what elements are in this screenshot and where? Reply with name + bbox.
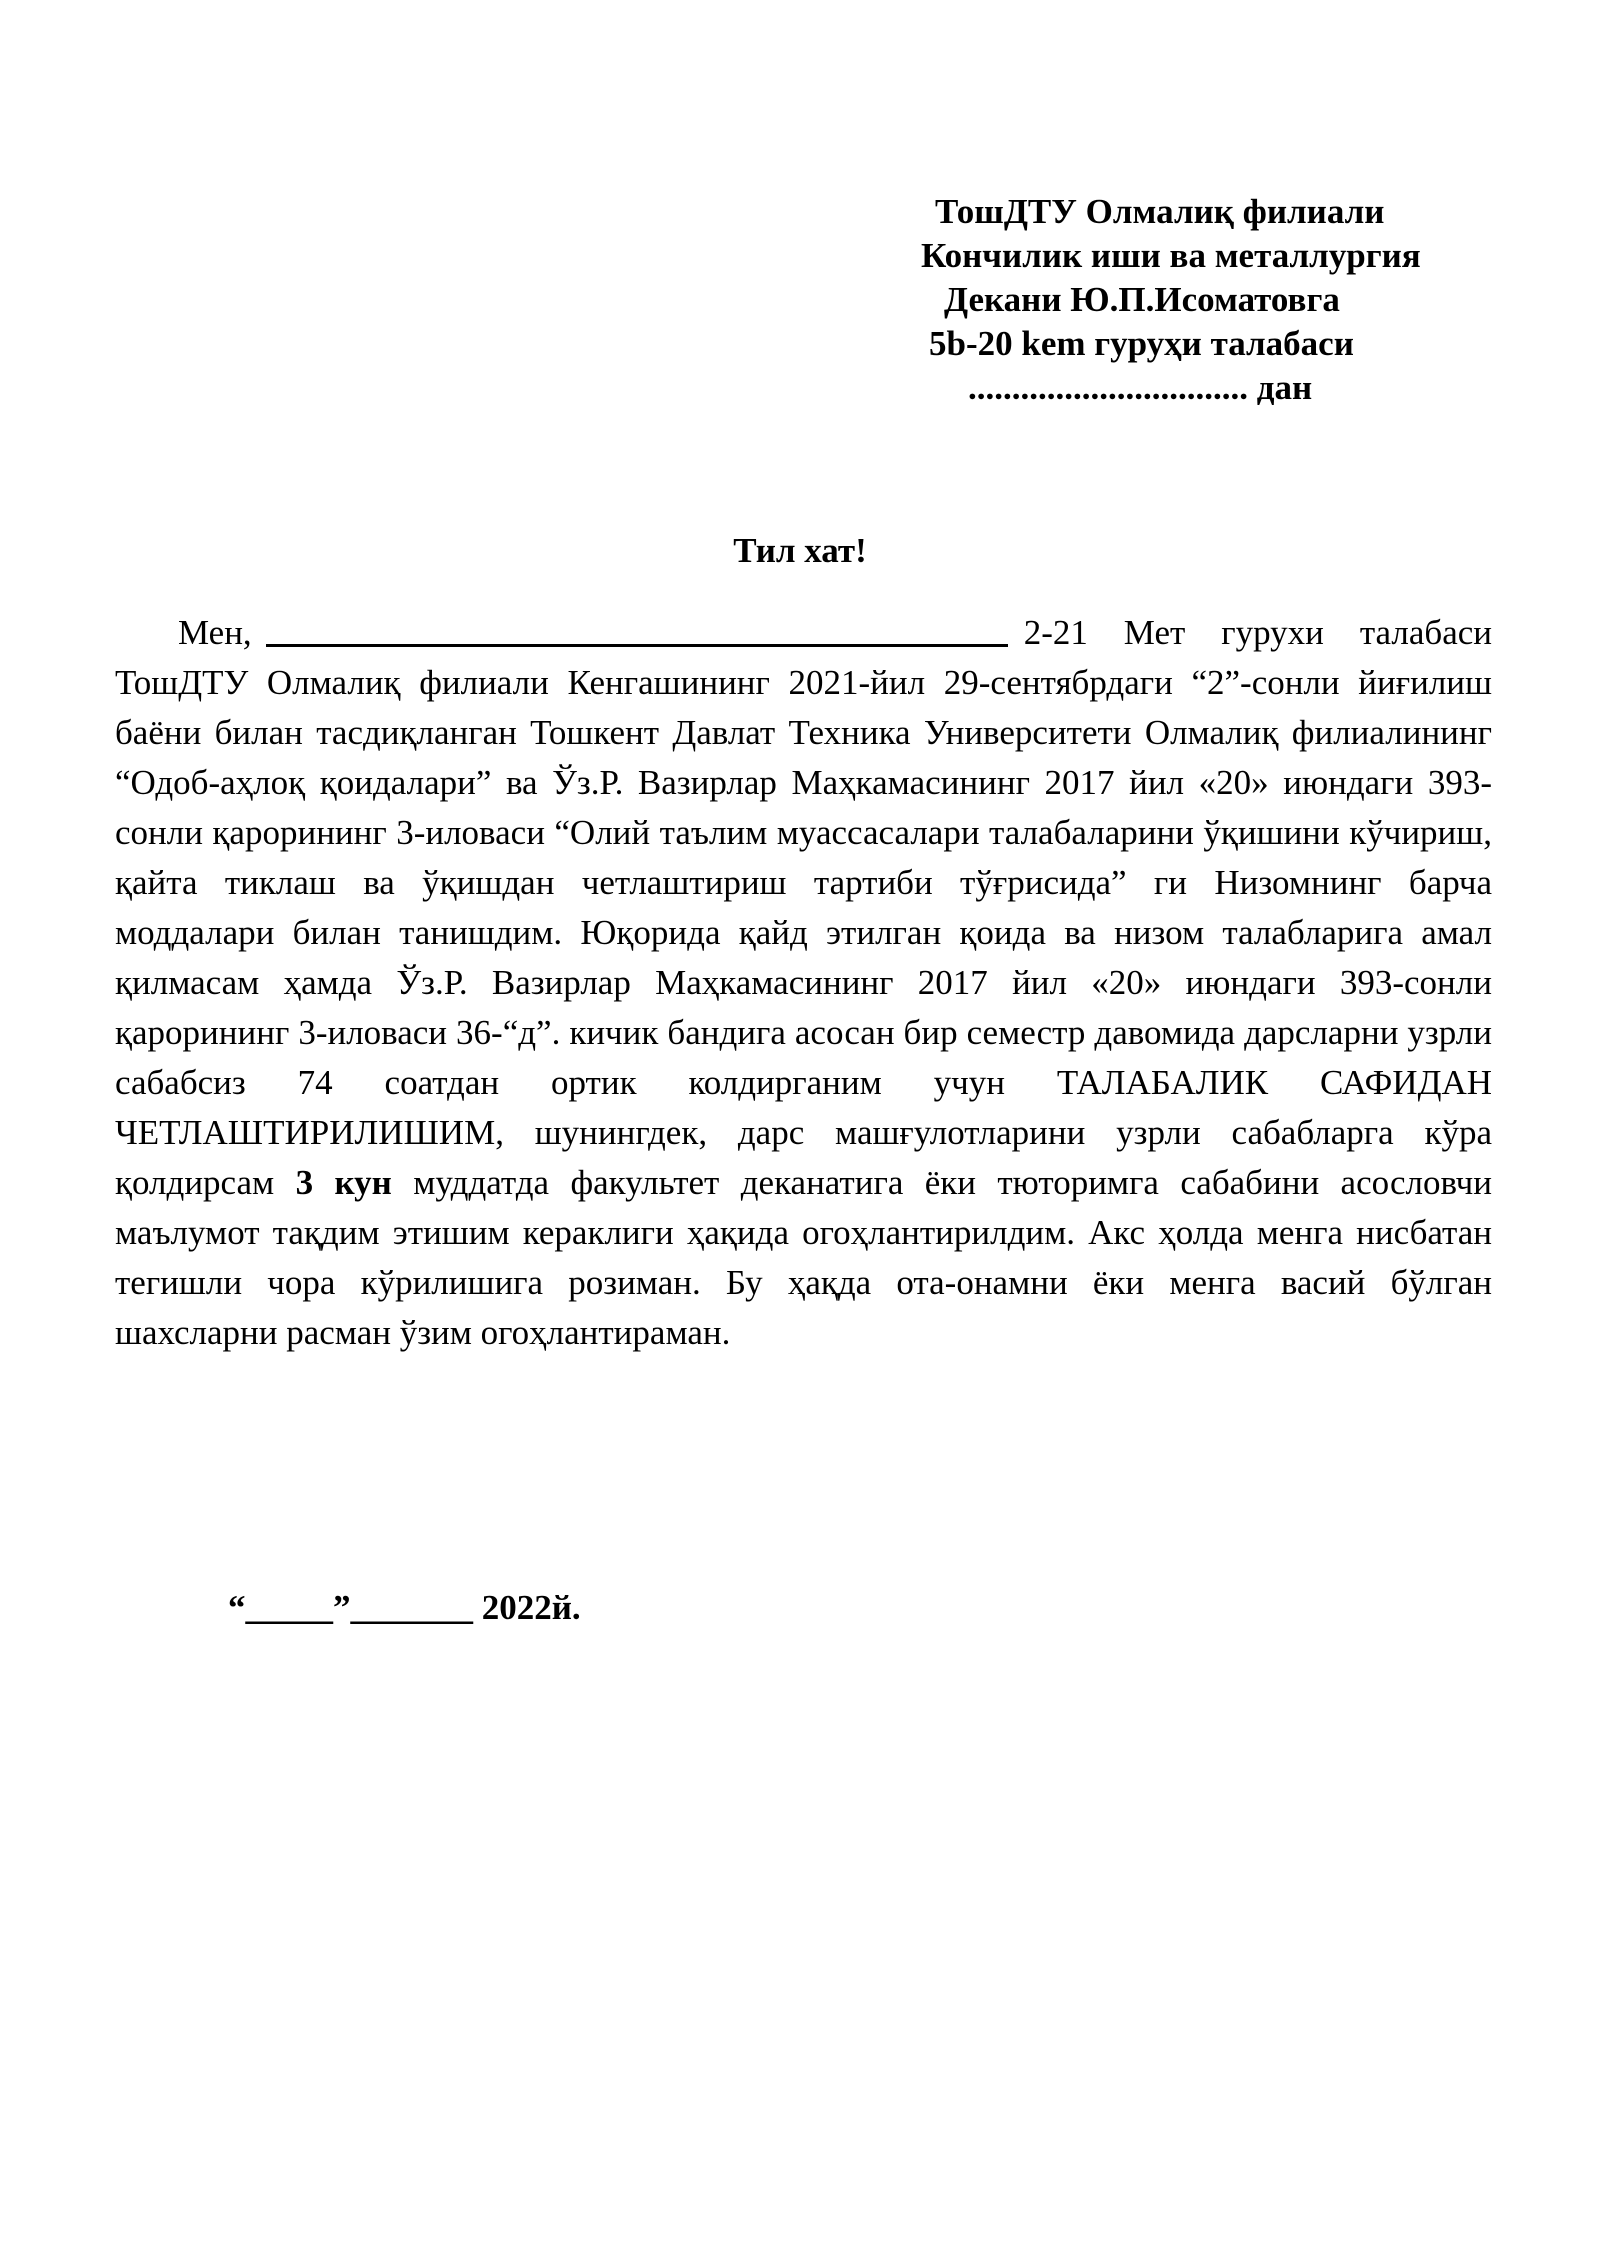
addressee-institution: ТошДТУ Олмалиқ филиали: [935, 192, 1385, 231]
statement-paragraph: [115, 608, 1492, 1358]
date-signature-line: “_____”_______ 2022й.: [228, 1588, 581, 1627]
addressee-dean: Декани Ю.П.Исоматовга: [944, 280, 1340, 319]
statement-start: Мен,: [178, 613, 252, 652]
document-title: Тил хат!: [733, 531, 867, 570]
addressee-faculty: Кончилик иши ва металлургия: [921, 236, 1421, 275]
name-blank-line: [266, 614, 1008, 647]
sender-name-placeholder: ................................ дан: [968, 368, 1313, 407]
statement-end: муддатда факультет деканатига ёки тюторимга сабабини асословчи маълумот тақдим этишим кераклиги ҳақида огоҳлантирилдим. Акс ҳолда менга нисбатан тегишли чора кўрилишига розиман. Бу ҳақда ота-онамни ёки менга васий бўлган шахсларни расман ўзим огоҳлантираман.: [115, 1163, 1493, 1352]
deadline-bold: 3 кун: [295, 1163, 392, 1202]
statement-main: 2-21 Мет гурухи талабаси ТошДТУ Олмалиқ филиали Кенгашининг 2021-йил 29-сентябрдаги “2”-сонли йиғилиш баёни билан тасдиқланган Тошкент Давлат Техника Университети Олмалиқ филиалининг “Одоб-аҳлоқ қоидалари” ва Ўз.Р. Вазирлар Маҳкамасининг 2017 йил «20» июндаги 393-сонли қарорининг 3-иловаси “Олий таълим муассасалари талабаларини ўқишини кўчириш, қайта тиклаш ва ўқишдан четлаштириш тартиби тўғрисида” ги Низомнинг барча моддалари билан танишдим. Юқорида қайд этилган қоида ва низом талабларига амал қилмасам ҳамда Ўз.Р. Вазирлар Маҳкамасининг 2017 йил «20» июндаги 393-сонли қарорининг 3-иловаси 36-“д”. кичик бандига асосан бир семестр давомида дарсларни узрли сабабсиз 74 соатдан ортик колдирганим учун ТАЛАБАЛИК САФИДАН ЧЕТЛАШТИРИЛИШИМ, шунингдек, дарс машғулотларини узрли сабабларга кўра қолдирсам: [115, 613, 1492, 1202]
sender-group: 5b-20 kem гуруҳи талабаси: [929, 324, 1354, 363]
